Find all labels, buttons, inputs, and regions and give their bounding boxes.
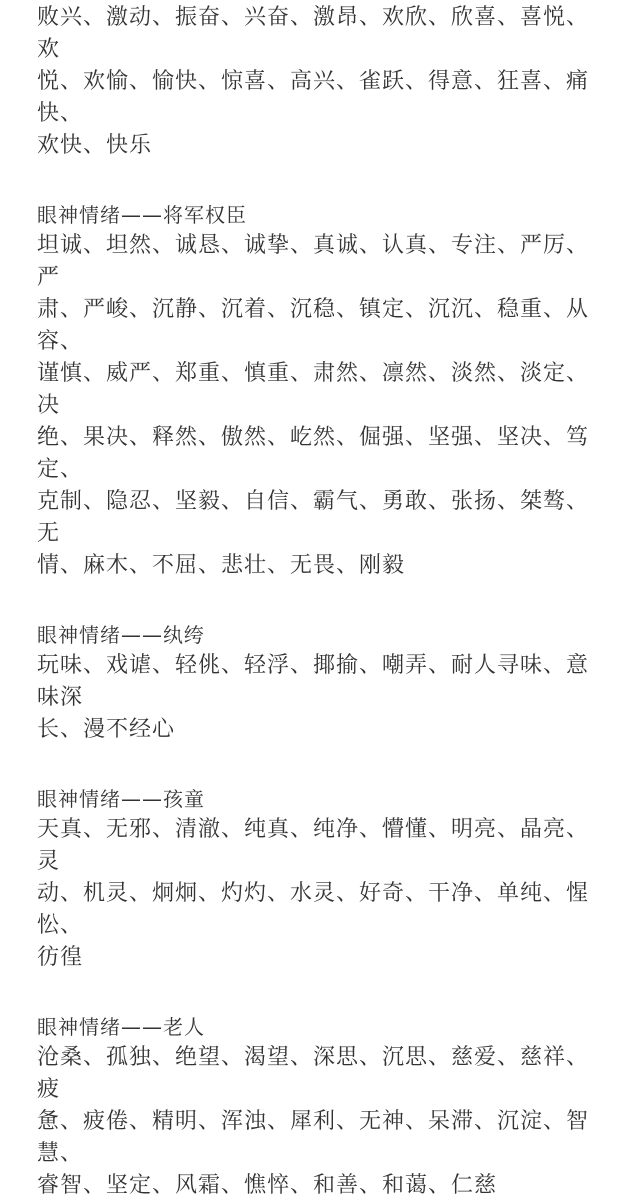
section-heading: 眼神情绪——将军权臣 <box>37 203 247 227</box>
section-body: 天真、无邪、清澈、纯真、纯净、懵懂、明亮、晶亮、灵 动、机灵、炯炯、灼灼、水灵、好奇、干净、单纯、惺忪、 彷徨 <box>37 817 590 970</box>
section-heading: 眼神情绪——纨绔 <box>37 623 205 647</box>
section-heading: 眼神情绪——孩童 <box>37 787 205 811</box>
document-page <box>37 0 607 1202</box>
section-general-minister <box>37 202 607 582</box>
section-elderly <box>37 1014 607 1202</box>
intro-paragraph: 败兴、激动、振奋、兴奋、激昂、欢欣、欣喜、喜悦、欢 悦、欢愉、愉快、惊喜、高兴、雀跃、得意、狂喜、痛快、 欢快、快乐 <box>37 5 590 158</box>
section-body: 玩味、戏谑、轻佻、轻浮、揶揄、嘲弄、耐人寻味、意味深 长、漫不经心 <box>37 653 590 742</box>
section-body: 沧桑、孤独、绝望、渴望、深思、沉思、慈爱、慈祥、疲 惫、疲倦、精明、浑浊、犀利、无神、呆滞、沉淀、智慧、 睿智、坚定、风霜、憔悴、和善、和蔼、仁慈 <box>37 1045 590 1198</box>
section-dandy <box>37 622 607 746</box>
section-child <box>37 786 607 974</box>
section-heading: 眼神情绪——老人 <box>37 1015 205 1039</box>
section-body: 坦诚、坦然、诚恳、诚挚、真诚、认真、专注、严厉、严 肃、严峻、沉静、沉着、沉稳、镇定、沉沉、稳重、从容、 谨慎、威严、郑重、慎重、肃然、凛然、淡然、淡定、决 绝、果决、释然、傲然、屹然、倔强、坚强、坚决、笃定、 克制、隐忍、坚毅、自信、霸气、勇敢、张扬、桀骜、无 情、麻木、不屈、悲壮、无畏、刚毅 <box>37 233 590 578</box>
